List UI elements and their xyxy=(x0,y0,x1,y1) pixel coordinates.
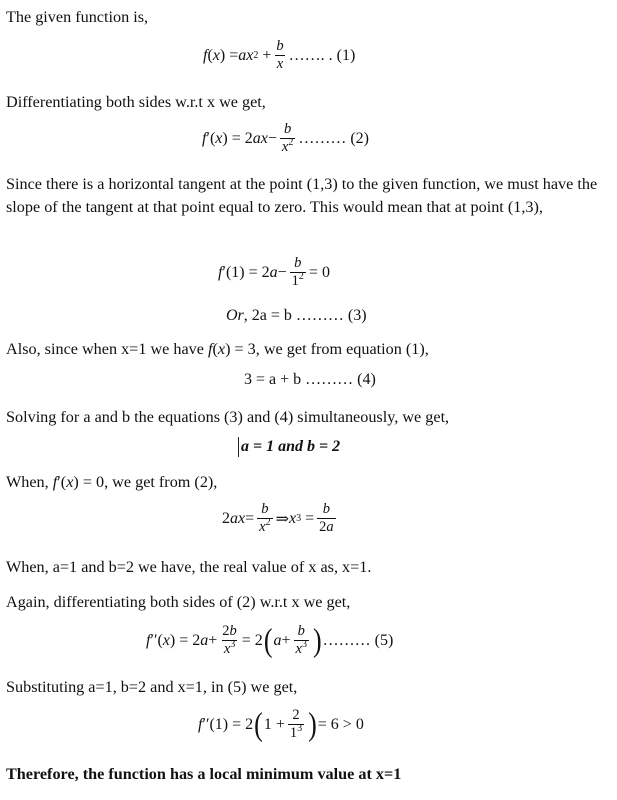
intro-line: The given function is, xyxy=(6,8,149,26)
also-line-tail: = 3, we get from equation (1), xyxy=(230,340,429,358)
also-line-text: Also, since when x=1 we have xyxy=(6,340,208,358)
equation-4-text: 3 = a + b ……… (4) xyxy=(244,371,376,388)
equation-4 xyxy=(244,371,376,389)
real-value-line: When, a=1 and b=2 we have, the real value of x as, x=1. xyxy=(6,558,372,576)
text-cursor xyxy=(238,437,239,457)
equation-5-tag: ……… (5) xyxy=(322,631,394,649)
also-line: Also, since when x=1 we have f(x) = 3, we get from equation (1), xyxy=(6,340,429,358)
equation-2-tag: ……… (2) xyxy=(298,129,369,147)
when-line: When, f′(x) = 0, we get from (2), xyxy=(6,473,218,491)
when-line-text: When, xyxy=(6,473,53,491)
equation-1: f ( x ) = ax 2 + $\frac{b}{x}$ ……. . (1) xyxy=(203,38,356,72)
when-line-tail: = 0, we get from (2), xyxy=(78,473,218,491)
solving-line: Solving for a and b the equations (3) and (4) simultaneously, we get, xyxy=(6,408,450,426)
equation-3: Or , 2a = b ……… (3) xyxy=(226,307,367,324)
solution-result xyxy=(238,437,340,457)
equation-1-tag: ……. . (1) xyxy=(288,46,356,64)
equation-x-cubed: 2 ax = $\frac{b}{x^2}$ ⇒ x 3 = $\frac{b}{2a}$ xyxy=(222,501,334,535)
tangent-paragraph xyxy=(6,173,611,218)
equation-second-derivative-at-1: f ′′(1) = 2 ( 1 + $\frac{2}{1^3}$ ) = 6 > 0 xyxy=(198,705,364,742)
equation-slope-at-1: f ′(1) = 2 a − $\frac{b}{1^2}$ = 0 xyxy=(218,255,330,289)
again-line: Again, differentiating both sides of (2) w.r.t x we get, xyxy=(6,593,351,611)
equation-slope-rhs: = 0 xyxy=(308,263,330,281)
differentiate-line: Differentiating both sides w.r.t x we get, xyxy=(6,93,266,111)
substituting-line: Substituting a=1, b=2 and x=1, in (5) we get, xyxy=(6,678,298,696)
equation-5: f ′′( x ) = 2 a + $\frac{2b}{x^3}$ = 2 ( a + $\frac{b}{x^3}$ ) ……… (5) xyxy=(146,621,394,658)
equation-3-text: 2a = b ……… (3) xyxy=(251,307,367,324)
solution-result-text: a = 1 and b = 2 xyxy=(241,438,341,455)
conclusion-line: Therefore, the function has a local minimum value at x=1 xyxy=(6,765,402,783)
equation-second-derivative-rhs: = 6 > 0 xyxy=(317,715,364,733)
equation-2: f ′( x ) = 2 ax − $\frac{b}{x^2}$ ……… (2) xyxy=(202,121,369,155)
tangent-paragraph-text: Since there is a horizontal tangent at the point (1,3) to the given function, we must have the slope of the tangent at that point equal to zero. This would mean that at point (1,3), xyxy=(6,175,598,216)
